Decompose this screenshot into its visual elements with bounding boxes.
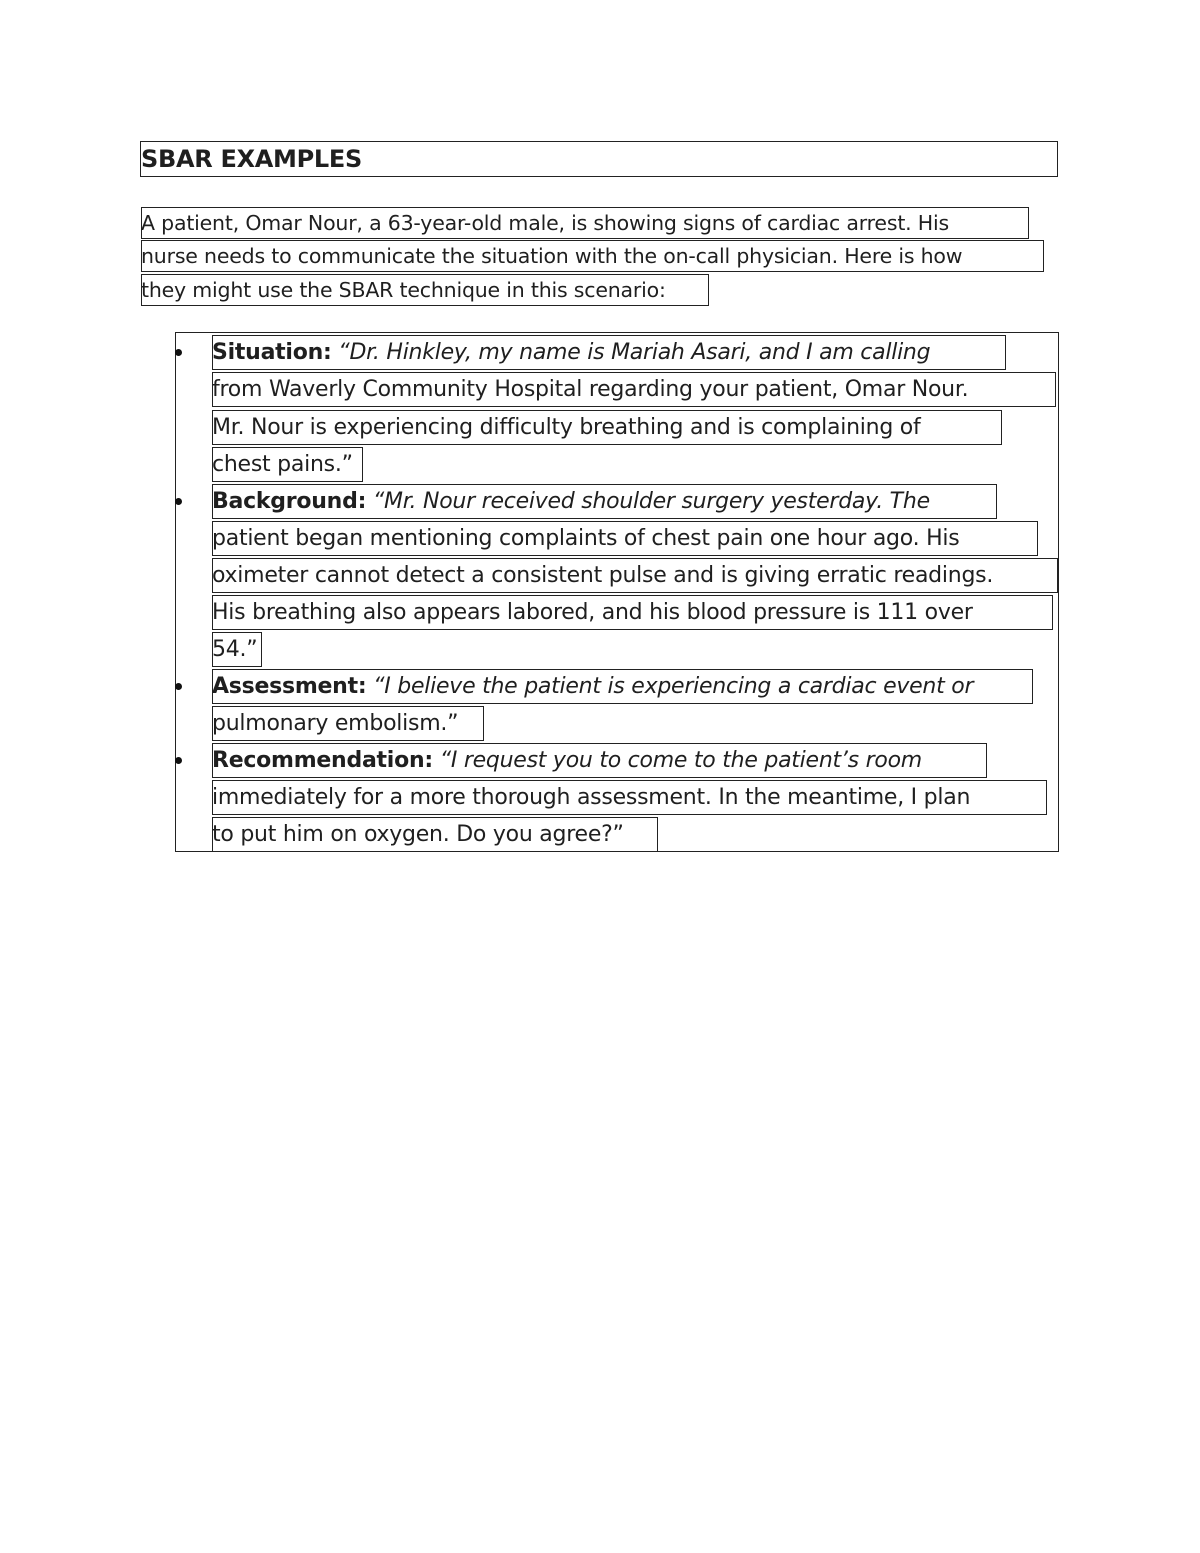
intro-line: A patient, Omar Nour, a 63-year-old male, is showing signs of cardiac arrest. His bbox=[141, 211, 949, 235]
item-text: to put him on oxygen. Do you agree?” bbox=[212, 822, 624, 847]
page-title: SBAR EXAMPLES bbox=[141, 145, 363, 173]
item-text: oximeter cannot detect a consistent pulse and is giving erratic readings. bbox=[212, 563, 994, 588]
item-text: “Dr. Hinkley, my name is Mariah Asari, and I am calling bbox=[338, 340, 931, 365]
item-text: pulmonary embolism.” bbox=[212, 711, 459, 736]
intro-line: nurse needs to communicate the situation with the on-call physician. Here is how bbox=[141, 244, 963, 268]
item-text: “Mr. Nour received shoulder surgery yesterday. The bbox=[372, 489, 930, 514]
item-label: Recommendation: bbox=[212, 748, 433, 773]
item-text: His breathing also appears labored, and his blood pressure is 111 over bbox=[212, 600, 973, 625]
item-label: Situation: bbox=[212, 340, 332, 365]
item-label: Background: bbox=[212, 489, 367, 514]
intro-line: they might use the SBAR technique in this scenario: bbox=[141, 278, 666, 302]
list-item-recommendation bbox=[212, 745, 922, 777]
list-item-situation bbox=[212, 337, 930, 369]
item-text: 54.” bbox=[212, 637, 258, 662]
item-text: “I request you to come to the patient’s room bbox=[439, 748, 922, 773]
item-text: immediately for a more thorough assessment. In the meantime, I plan bbox=[212, 785, 971, 810]
item-text: “I believe the patient is experiencing a cardiac event or bbox=[373, 674, 974, 699]
bullet-icon bbox=[175, 349, 182, 356]
bullet-icon bbox=[175, 683, 182, 690]
item-text: chest pains.” bbox=[212, 452, 353, 477]
item-text: Mr. Nour is experiencing difficulty breathing and is complaining of bbox=[212, 415, 921, 440]
bullet-icon bbox=[175, 498, 182, 505]
item-text: patient began mentioning complaints of chest pain one hour ago. His bbox=[212, 526, 960, 551]
list-item-assessment bbox=[212, 671, 973, 703]
list-item-background bbox=[212, 486, 930, 518]
item-text: from Waverly Community Hospital regarding your patient, Omar Nour. bbox=[212, 377, 969, 402]
item-label: Assessment: bbox=[212, 674, 367, 699]
bullet-icon bbox=[175, 757, 182, 764]
